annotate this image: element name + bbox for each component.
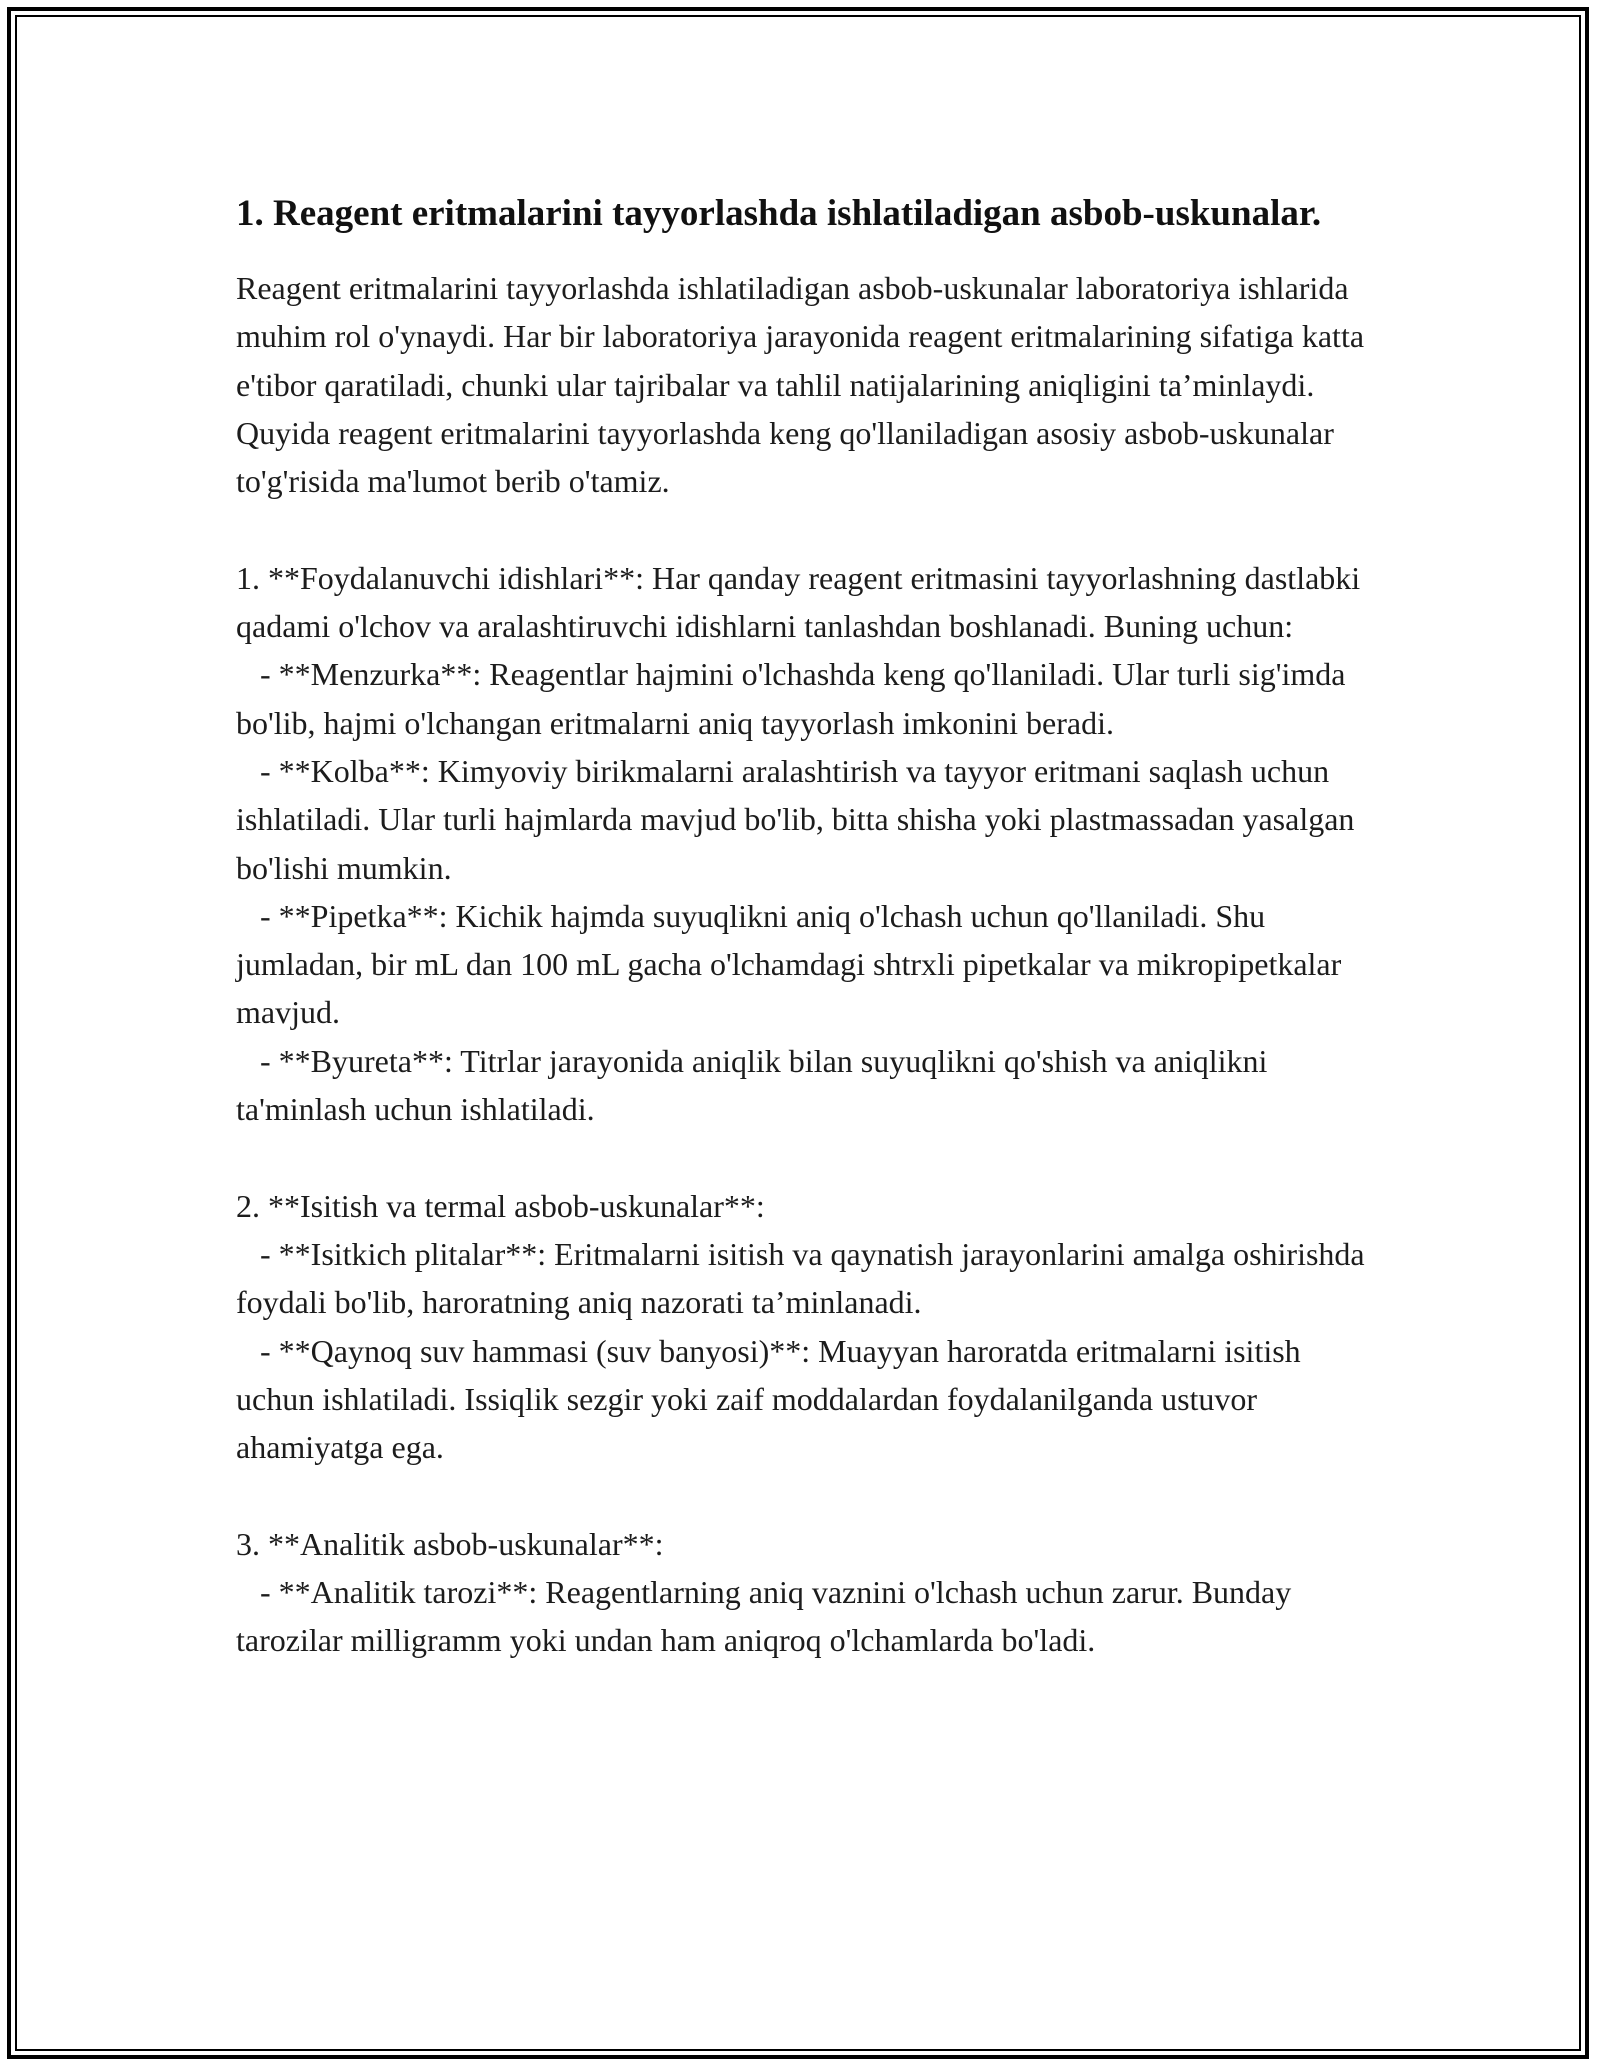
section-body-text: Reagent eritmalarini tayyorlashda ishlatiladigan asbob-uskunalar laboratoriya ishlarida muhim rol o'ynaydi. Har bir laboratoriya jarayonida reagent eritmalarining sifatiga katta e'tibor qaratiladi, chunki ular tajribalar va tahlil natijalarining aniqligini ta’minlaydi. Quyida reagent eritmalarini tayyorlashda keng qo'llaniladigan asosiy asbob-uskunalar to'g'risida ma'lumot berib o'tamiz. 1. **Foydalanuvchi idishlari**: Har qanday reagent eritmasini tayyorlashning dastlabki qadami o'lchov va aralashtiruvchi idishlarni tanlashdan boshlanadi. Buning uchun: - **Menzurka**: Reagentlar hajmini o'lchashda keng qo'llaniladi. Ular turli sig'imda bo'lib, hajmi o'lchangan eritmalarni aniq tayyorlash imkonini beradi. - **Kolba**: Kimyoviy birikmalarni aralashtirish va tayyor eritmani saqlash uchun ishlatiladi. Ular turli hajmlarda mavjud bo'lib, bitta shisha yoki plastmassadan yasalgan bo'lishi mumkin. - **Pipetka**: Kichik hajmda suyuqlikni aniq o'lchash uchun qo'llaniladi. Shu jumladan, bir mL dan 100 mL gacha o'lchamdagi shtrxli pipetkalar va mikropipetkalar mavjud. - **Byureta**: Titrlar jarayonida aniqlik bilan suyuqlikni qo'shish va aniqlikni ta'minlash uchun ishlatiladi. 2. **Isitish va termal asbob-uskunalar**: - **Isitkich plitalar**: Eritmalarni isitish va qaynatish jarayonlarini amalga oshirishda foydali bo'lib, haroratning aniq nazorati ta’minlanadi. - **Qaynoq suv hammasi (suv banyosi)**: Muayyan haroratda eritmalarni isitish uchun ishlatiladi. Issiqlik sezgir yoki zaif moddalardan foydalanilganda ustuvor ahamiyatga ega. 3. **Analitik asbob-uskunalar**: - **Analitik tarozi**: Reagentlarning aniq vaznini o'lchash uchun zarur. Bunday tarozilar milligramm yoki undan ham aniqroq o'lchamlarda bo'ladi.: [236, 270, 1365, 1659]
section-heading: 1. Reagent eritmalarini tayyorlashda ishlatiladigan asbob-uskunalar.: [236, 193, 1322, 234]
document-content: [236, 186, 1376, 1665]
